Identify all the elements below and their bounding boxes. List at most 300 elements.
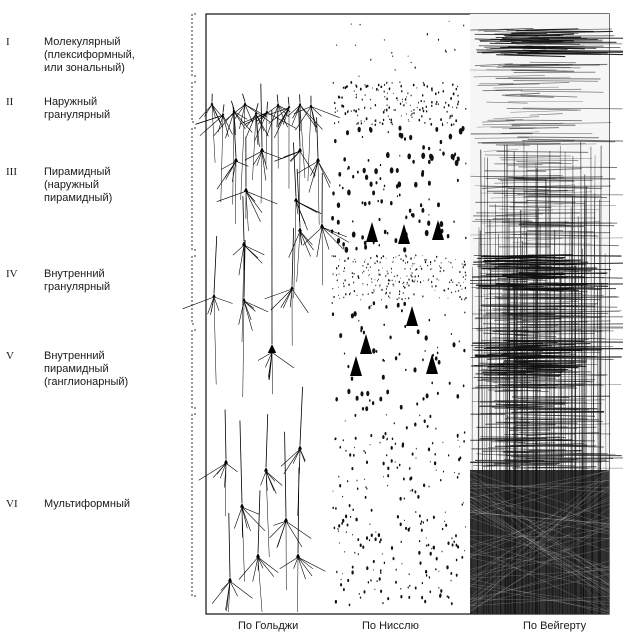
cell-body (449, 382, 451, 385)
caption-nissl: По Нисслю (362, 620, 419, 632)
cell-body (443, 270, 444, 272)
cell-body (399, 81, 400, 83)
cell-body (341, 579, 342, 581)
apical-dendrite (225, 410, 226, 459)
cell-body (399, 290, 400, 292)
cell-body (400, 258, 401, 260)
cell-body (339, 298, 340, 299)
cell-body (347, 257, 348, 259)
cell-body (338, 121, 339, 123)
cell-body (387, 92, 388, 93)
cell-body (393, 93, 394, 94)
cell-body (439, 265, 440, 267)
cell-body (339, 446, 341, 449)
layer-name: Мультиформный (44, 498, 130, 510)
cell-body (416, 457, 417, 459)
cell-body (408, 586, 409, 588)
cell-body (450, 97, 452, 100)
cell-body (355, 518, 357, 522)
cell-body (360, 88, 362, 91)
cell-body (413, 112, 414, 114)
cell-body (352, 566, 354, 569)
cell-body (400, 588, 401, 590)
cell-body (411, 276, 412, 278)
cell-body (433, 516, 435, 519)
cell-body (335, 397, 338, 401)
cell-body (385, 432, 387, 435)
cell-body (447, 595, 448, 597)
cell-body (400, 278, 401, 279)
cell-body (426, 537, 427, 538)
cell-body (390, 292, 391, 294)
cell-body (377, 200, 379, 203)
cell-body (428, 214, 429, 216)
pyramidal-cell (398, 224, 410, 244)
cell-body (465, 274, 466, 276)
cell-body (408, 56, 409, 57)
cell-body (378, 90, 379, 91)
cell-body (352, 232, 356, 238)
cell-body (375, 279, 376, 280)
cell-body (435, 127, 438, 132)
cell-body (387, 270, 388, 271)
cell-body (429, 590, 431, 593)
cell-body (348, 166, 350, 170)
cell-body (343, 439, 344, 441)
cell-body (457, 179, 459, 182)
cell-body (402, 99, 403, 101)
neuron-soma (266, 110, 269, 113)
cell-body (451, 292, 452, 294)
basal-dendrite (242, 507, 259, 514)
cell-body (437, 392, 439, 395)
cell-body (435, 285, 436, 287)
cell-body (357, 171, 359, 174)
cell-body (352, 220, 353, 222)
neuron-soma (268, 344, 276, 353)
cell-body (366, 391, 369, 396)
cell-body (419, 415, 420, 417)
cell-body (372, 124, 373, 126)
cell-body (457, 476, 459, 479)
cell-body (411, 62, 412, 64)
axon (322, 228, 323, 286)
cell-body (412, 113, 413, 115)
cell-body (357, 487, 359, 490)
cell-body (420, 203, 422, 207)
basal-dendrite (280, 557, 298, 569)
basal-dendrite (262, 151, 266, 180)
basal-dendrite (208, 297, 214, 314)
cell-body (381, 86, 383, 89)
cell-body (377, 580, 378, 582)
cell-body (363, 168, 366, 174)
cell-body (431, 101, 433, 104)
cell-body (462, 503, 463, 505)
cell-body (343, 157, 346, 161)
axon (233, 112, 234, 205)
cell-body (338, 524, 340, 527)
cell-body (379, 177, 381, 180)
apical-dendrite (223, 104, 224, 112)
cell-body (428, 544, 430, 547)
cell-body (346, 130, 349, 135)
cell-body (392, 123, 393, 125)
cell-body (343, 588, 345, 591)
cell-body (435, 356, 438, 360)
cell-body (371, 278, 372, 280)
cell-body (407, 261, 408, 263)
apical-dendrite (214, 236, 217, 294)
axon (243, 301, 244, 397)
cell-body (384, 360, 385, 362)
axon (266, 472, 269, 558)
cell-body (418, 551, 420, 555)
fiber (501, 160, 578, 161)
cell-body (427, 33, 428, 35)
cell-body (418, 275, 419, 277)
cell-body (397, 181, 401, 187)
cell-body (398, 303, 399, 305)
cell-body (403, 247, 406, 252)
cell-body (416, 448, 417, 450)
cell-body (440, 270, 441, 272)
cell-body (333, 273, 334, 275)
basal-dendrite (277, 521, 286, 548)
cell-body (425, 350, 426, 352)
cell-body (465, 297, 466, 299)
cell-body (332, 191, 334, 195)
cell-body (365, 85, 367, 88)
cell-body (408, 285, 409, 287)
cell-body (461, 298, 462, 300)
cell-body (407, 282, 408, 284)
cell-body (428, 198, 429, 200)
cell-body (429, 154, 432, 159)
cell-body (365, 175, 368, 180)
cell-body (400, 103, 401, 105)
cell-body (415, 279, 416, 280)
cell-body (388, 131, 389, 133)
cell-body (391, 459, 393, 463)
cell-body (357, 295, 358, 296)
cell-body (340, 583, 342, 586)
layer-numeral: II (6, 96, 14, 108)
axon (252, 114, 256, 180)
neuron-soma (222, 112, 225, 115)
cell-body (365, 486, 366, 488)
layer-bracket (192, 82, 196, 122)
cell-body (339, 184, 340, 186)
cell-body (399, 464, 401, 467)
cell-body (360, 544, 362, 548)
cell-body (364, 261, 365, 263)
cell-body (369, 128, 372, 133)
cell-body (370, 444, 371, 445)
cell-body (368, 201, 370, 205)
axon (212, 105, 215, 163)
cell-body (409, 573, 410, 575)
cell-body (343, 285, 344, 287)
cell-body (347, 579, 349, 582)
neuron-soma (296, 553, 300, 558)
cell-body (408, 297, 409, 299)
cell-body (378, 533, 380, 537)
layer-bracket (192, 14, 196, 76)
cell-body (368, 581, 369, 583)
cell-body (417, 107, 418, 109)
cell-body (397, 515, 399, 519)
cell-body (444, 106, 445, 108)
cell-body (456, 107, 457, 109)
cell-body (355, 247, 357, 251)
cell-body (376, 181, 378, 184)
cell-body (375, 537, 377, 541)
cell-body (457, 436, 458, 438)
cell-body (465, 278, 466, 279)
cell-body (442, 82, 443, 84)
cell-body (353, 109, 354, 111)
cell-body (333, 296, 334, 298)
cell-body (444, 314, 445, 316)
layer-numeral: V (6, 350, 14, 362)
cell-body (421, 596, 423, 599)
cell-body (338, 476, 339, 478)
cell-body (442, 151, 445, 155)
cell-body (422, 295, 423, 297)
axon (318, 162, 319, 225)
basal-dendrite (239, 557, 258, 579)
cell-body (419, 540, 420, 542)
cell-body (386, 454, 387, 456)
cell-body (366, 461, 368, 464)
cell-body (411, 94, 412, 96)
cell-body (335, 600, 337, 604)
cell-body (334, 527, 336, 530)
cell-body (367, 263, 368, 265)
cell-body (464, 261, 465, 263)
cell-body (445, 511, 446, 512)
cell-body (439, 149, 440, 151)
cell-body (383, 476, 384, 477)
layer-bracket (192, 414, 196, 596)
golgi-neuron-stain (183, 84, 349, 612)
cell-body (459, 446, 460, 447)
cell-body (450, 115, 451, 117)
basal-dendrite (318, 161, 331, 183)
basal-dendrite (300, 449, 305, 461)
cell-body (371, 292, 372, 293)
cell-body (379, 244, 381, 247)
cell-body (359, 76, 360, 78)
cell-body (354, 259, 355, 260)
cell-body (403, 302, 406, 306)
cell-body (444, 290, 445, 291)
cell-body (445, 258, 446, 260)
cell-body (386, 390, 389, 395)
cell-body (452, 543, 454, 546)
cell-body (443, 90, 445, 93)
cell-body (383, 255, 384, 257)
cell-body (361, 122, 362, 124)
cell-body (437, 202, 440, 207)
cell-body (440, 118, 442, 121)
cell-body (459, 340, 460, 342)
cell-body (442, 124, 443, 126)
cell-body (460, 285, 461, 287)
cell-body (421, 520, 422, 522)
cell-body (350, 292, 351, 293)
cell-body (351, 377, 353, 381)
cell-body (379, 218, 381, 221)
cell-body (417, 495, 419, 499)
cell-body (358, 108, 359, 110)
cell-body (449, 261, 450, 262)
cell-body (443, 471, 444, 473)
neuron-soma (211, 102, 214, 105)
cell-body (358, 127, 361, 133)
cell-body (402, 101, 403, 102)
cell-body (410, 105, 411, 106)
cell-body (401, 115, 402, 116)
neuron-soma (316, 157, 320, 162)
cell-body (421, 153, 425, 159)
cell-body (387, 273, 388, 275)
cell-body (358, 320, 359, 322)
cell-body (459, 128, 463, 134)
cell-body (435, 103, 436, 105)
layer-name: Молекулярный (плексиформный, или зональный) (44, 36, 135, 74)
cell-body (394, 238, 397, 243)
cell-body (401, 90, 402, 92)
cell-body (358, 553, 359, 555)
cell-body (346, 531, 347, 533)
cell-body (432, 442, 433, 444)
cell-body (386, 258, 387, 259)
cell-body (380, 572, 381, 574)
cell-body (394, 276, 395, 278)
cell-body (389, 297, 390, 298)
cell-body (450, 572, 452, 575)
cell-body (435, 568, 436, 570)
cell-body (413, 293, 414, 295)
layer-numeral: III (6, 166, 17, 178)
neuron-soma (290, 286, 294, 290)
cell-body (409, 209, 412, 213)
cell-body (363, 271, 364, 273)
cell-body (405, 298, 406, 299)
cell-body (358, 277, 359, 279)
cell-body (389, 336, 391, 340)
layer-numeral: I (6, 36, 10, 48)
neuron-soma (240, 503, 244, 508)
cell-body (437, 347, 438, 349)
cell-body (342, 106, 343, 107)
basal-dendrite (282, 151, 300, 158)
cell-body (390, 201, 393, 205)
cell-body (464, 311, 465, 313)
cell-body (355, 84, 356, 86)
apical-dendrite (243, 94, 245, 102)
cell-body (373, 560, 375, 563)
cell-body (463, 282, 464, 283)
cell-body (384, 109, 385, 111)
cell-body (455, 259, 456, 260)
cell-body (356, 94, 357, 96)
cell-body (459, 456, 461, 459)
fiber (475, 34, 527, 35)
cell-body (370, 266, 371, 268)
cell-body (335, 107, 336, 109)
cell-body (449, 281, 450, 283)
cell-body (418, 102, 419, 104)
cell-body (395, 356, 398, 360)
cell-body (429, 576, 431, 579)
cell-body (374, 291, 375, 292)
basal-dendrite (230, 581, 252, 598)
cell-body (404, 268, 405, 270)
cell-body (452, 267, 453, 268)
cell-body (400, 522, 402, 526)
cell-body (420, 265, 421, 267)
cell-body (428, 181, 431, 186)
cell-body (409, 477, 411, 480)
cell-body (405, 216, 407, 220)
cell-body (390, 167, 394, 173)
cell-body (357, 275, 358, 277)
basal-dendrite (289, 231, 300, 257)
cell-body (412, 160, 414, 164)
cell-body (388, 106, 390, 109)
cell-body (380, 199, 383, 203)
cell-body (459, 271, 460, 273)
cell-body (360, 24, 361, 26)
basal-dendrite (214, 297, 233, 304)
cell-body (352, 509, 354, 512)
cell-body (387, 474, 389, 477)
cell-body (422, 358, 424, 361)
cell-body (335, 111, 336, 113)
cell-body (396, 569, 397, 571)
cell-body (382, 122, 384, 125)
cell-body (336, 267, 337, 269)
cell-body (370, 182, 373, 187)
layer-numeral: IV (6, 268, 18, 280)
cell-body (426, 106, 427, 108)
cell-body (430, 261, 431, 263)
cell-body (386, 152, 390, 158)
cell-body (378, 269, 379, 271)
cell-body (384, 562, 385, 564)
cell-body (407, 153, 411, 159)
cell-body (400, 405, 403, 410)
cell-body (356, 96, 357, 98)
cell-body (401, 309, 403, 312)
cell-body (386, 98, 388, 101)
cell-body (430, 123, 432, 126)
cell-body (464, 431, 466, 434)
cell-body (373, 301, 375, 305)
cell-body (415, 511, 416, 513)
cell-body (386, 285, 387, 287)
cell-body (453, 92, 455, 95)
cell-body (336, 44, 337, 46)
cell-body (400, 85, 402, 88)
cell-body (426, 574, 428, 577)
apical-dendrite (292, 228, 294, 286)
cell-body (362, 272, 363, 273)
cell-body (427, 519, 429, 522)
